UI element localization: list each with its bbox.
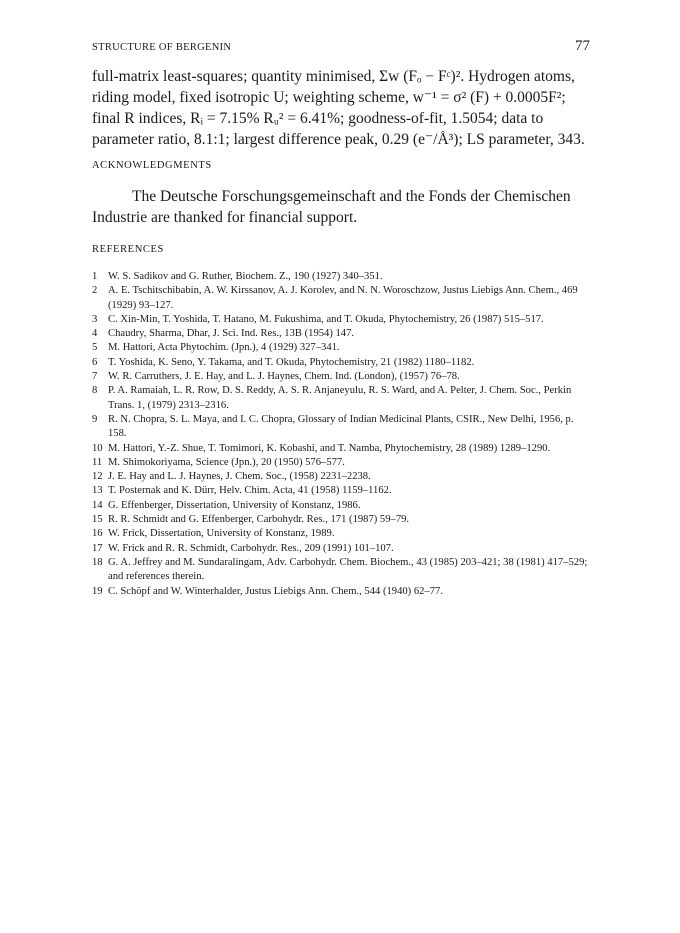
- reference-number: 11: [92, 456, 103, 468]
- reference-item: [92, 384, 590, 413]
- reference-text: P. A. Ramaiah, L. R. Row, D. S. Reddy, A. S. R. Anjaneyulu, R. S. Ward, and A. Pelter, J. Chem. Soc., Perkin Trans. 1, (1979) 2313–2316.: [108, 385, 572, 411]
- reference-item: [92, 556, 590, 585]
- running-title: STRUCTURE OF BERGENIN: [92, 42, 232, 53]
- reference-text: W. S. Sadikov and G. Ruther, Biochem. Z., 190 (1927) 340–351.: [108, 271, 383, 282]
- page-number: 77: [575, 38, 590, 54]
- reference-number: 19: [92, 585, 103, 597]
- reference-text: J. E. Hay and L. J. Haynes, J. Chem. Soc., (1958) 2231–2238.: [108, 471, 371, 483]
- reference-item: [92, 284, 590, 313]
- reference-number: 4: [92, 328, 98, 340]
- reference-text: M. Hattori, Acta Phytochim. (Jpn.), 4 (1929) 327–341.: [108, 342, 340, 354]
- reference-text: R. N. Chopra, S. L. Maya, and I. C. Chopra, Glossary of Indian Medicinal Plants, CSIR., New Delhi, 1956, p. 158.: [108, 413, 574, 440]
- reference-text: T. Yoshida, K. Seno, Y. Takama, and T. Okuda, Phytochemistry, 21 (1982) 1180–1182.: [108, 356, 475, 368]
- reference-item: [92, 484, 590, 498]
- reference-text: A. E. Tschitschibabin, A. W. Kirssanov, A. J. Korolev, and N. N. Woroschzow, Justus Liebigs Ann. Chem., 469 (1929) 93–127.: [108, 285, 578, 311]
- reference-number: 6: [92, 356, 98, 368]
- reference-item: [92, 499, 590, 513]
- reference-number: 12: [92, 471, 103, 483]
- references-heading: REFERENCES: [92, 244, 164, 255]
- reference-number: 7: [92, 371, 98, 383]
- reference-item: [92, 585, 590, 599]
- acknowledgments-text: The Deutsche Forschungsgemeinschaft and the Fonds der Chemischen Industrie are thanked for financial support.: [92, 188, 571, 226]
- reference-item: [92, 313, 590, 327]
- reference-item: [92, 527, 590, 541]
- reference-text: C. Xin-Min, T. Yoshida, T. Hatano, M. Fukushima, and T. Okuda, Phytochemistry, 26 (1987) 515–517.: [108, 313, 544, 325]
- reference-item: [92, 470, 590, 484]
- reference-number: 8: [92, 385, 98, 397]
- reference-number: 18: [92, 556, 103, 568]
- reference-item: [92, 513, 590, 527]
- reference-number: 5: [92, 342, 98, 354]
- reference-text: M. Hattori, Y.-Z. Shue, T. Tomimori, K. Kobashi, and T. Namba, Phytochemistry, 28 (1989) 1289–1290.: [108, 442, 551, 454]
- reference-item: [92, 341, 590, 355]
- acknowledgments-heading: ACKNOWLEDGMENTS: [92, 160, 212, 171]
- reference-item: [92, 370, 590, 384]
- reference-text: T. Posternak and K. Dürr, Helv. Chim. Acta, 41 (1958) 1159–1162.: [108, 485, 392, 497]
- reference-number: 10: [92, 442, 103, 454]
- reference-text: R. R. Schmidt and G. Effenberger, Carbohydr. Res., 171 (1987) 59–79.: [108, 514, 410, 526]
- reference-text: M. Shimokoriyama, Science (Jpn.), 20 (1950) 576–577.: [108, 456, 345, 468]
- reference-item: [92, 327, 590, 341]
- reference-number: 15: [92, 514, 103, 526]
- reference-number: 9: [92, 413, 98, 425]
- reference-text: W. Frick, Dissertation, University of Konstanz, 1989.: [108, 528, 335, 540]
- reference-number: 14: [92, 499, 103, 511]
- reference-number: 3: [92, 313, 98, 325]
- reference-item: [92, 270, 590, 284]
- reference-item: [92, 356, 590, 370]
- reference-text: G. Effenberger, Dissertation, University of Konstanz, 1986.: [108, 499, 361, 511]
- reference-number: 13: [92, 485, 103, 497]
- reference-item: [92, 442, 590, 456]
- reference-number: 16: [92, 528, 103, 540]
- reference-text: G. A. Jeffrey and M. Sundaralingam, Adv. Carbohydr. Chem. Biochem., 43 (1985) 203–421; 38 (1981) 417–529; and references therein.: [108, 556, 588, 583]
- reference-item: [92, 456, 590, 470]
- reference-number: 17: [92, 542, 103, 554]
- reference-text: W. Frick and R. R. Schmidt, Carbohydr. Res., 209 (1991) 101–107.: [108, 542, 394, 554]
- reference-number: 1: [92, 271, 98, 282]
- reference-item: [92, 542, 590, 556]
- reference-number: 2: [92, 285, 98, 297]
- running-head: [92, 38, 590, 55]
- reference-text: Chaudry, Sharma, Dhar, J. Sci. Ind. Res., 13B (1954) 147.: [108, 328, 355, 340]
- reference-list: [92, 270, 590, 599]
- continued-paragraph: full-matrix least-squares; quantity minimised, Σw (Fₒ − Fᶜ)². Hydrogen atoms, riding model, fixed isotropic U; weighting scheme, w⁻¹ = σ² (F) + 0.0005F²; final R indices, Rᵢ = 7.15% Rᵤ² = 6.41%; goodness-of-fit, 1.5054; data to parameter ratio, 8.1:1; largest difference peak, 0.29 (e⁻/Å³); LS parameter, 343.: [92, 68, 585, 148]
- reference-text: C. Schöpf and W. Winterhalder, Justus Liebigs Ann. Chem., 544 (1940) 62–77.: [108, 585, 443, 597]
- reference-item: [92, 413, 590, 442]
- reference-text: W. R. Carruthers, J. E. Hay, and L. J. Haynes, Chem. Ind. (London), (1957) 76–78.: [108, 371, 460, 383]
